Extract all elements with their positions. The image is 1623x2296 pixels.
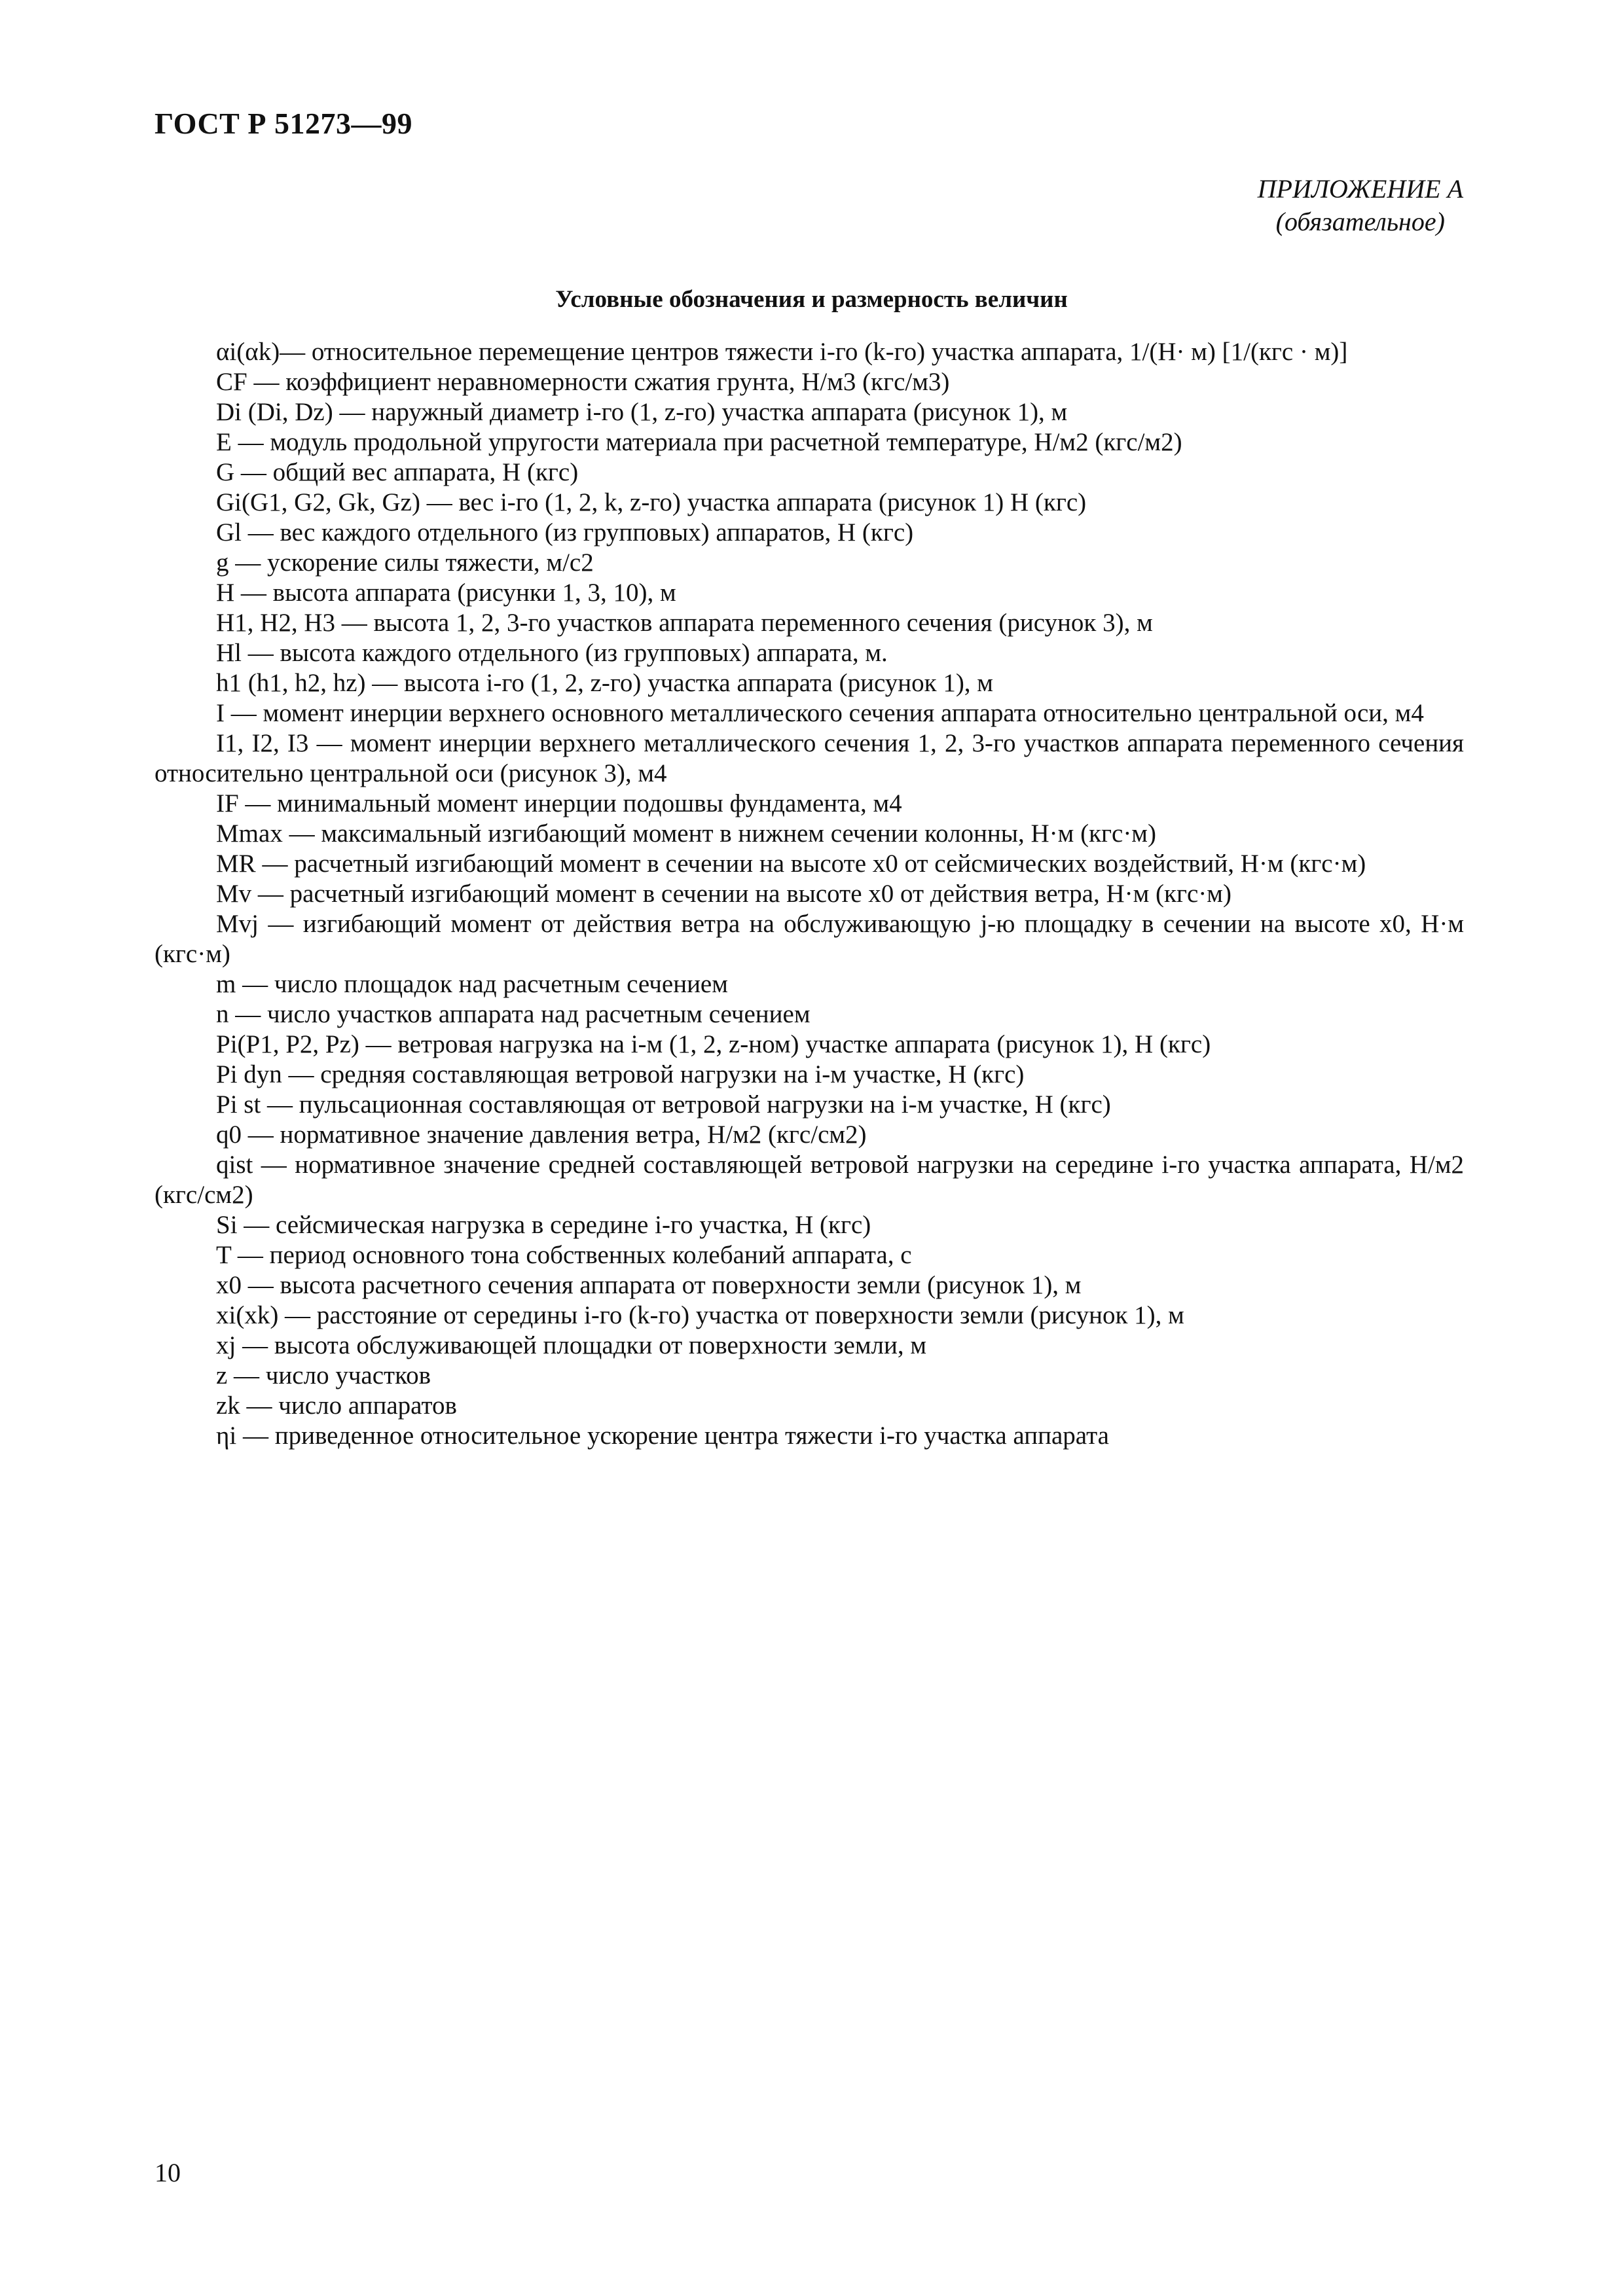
definition-item: Mvj — изгибающий момент от действия ветра на обслуживающую j-ю площадку в сечении на высоте x0, Н·м (кгс·м) bbox=[155, 910, 1464, 968]
definition-item: h1 (h1, h2, hz) — высота i-го (1, 2, z-го) участка аппарата (рисунок 1), м bbox=[216, 669, 993, 697]
section-title: Условные обозначения и размерность величин bbox=[555, 286, 1068, 313]
definition-item: H1, H2, H3 — высота 1, 2, 3-го участков аппарата переменного сечения (рисунок 3), м bbox=[216, 609, 1153, 637]
definition-item: I — момент инерции верхнего основного металлического сечения аппарата относительно центральной оси, м4 bbox=[216, 699, 1424, 727]
definition-item: n — число участков аппарата над расчетным сечением bbox=[216, 1000, 811, 1028]
definition-item: x0 — высота расчетного сечения аппарата от поверхности земли (рисунок 1), м bbox=[216, 1271, 1082, 1299]
definition-item: Mmax — максимальный изгибающий момент в нижнем сечении колонны, Н·м (кгс·м) bbox=[216, 819, 1156, 848]
definition-item: g — ускорение силы тяжести, м/с2 bbox=[216, 548, 594, 577]
definition-item: xj — высота обслуживающей площадки от поверхности земли, м bbox=[216, 1331, 927, 1359]
definition-item: zk — число аппаратов bbox=[216, 1391, 457, 1420]
definition-item: Pi st — пульсационная составляющая от ветровой нагрузки на i-м участке, Н (кгс) bbox=[216, 1090, 1111, 1119]
definition-item: Si — сейсмическая нагрузка в середине i-го участка, Н (кгс) bbox=[216, 1211, 871, 1239]
definition-item: m — число площадок над расчетным сечением bbox=[216, 970, 728, 998]
appendix-status: (обязательное) bbox=[1275, 207, 1445, 236]
definitions-list bbox=[155, 337, 1464, 1451]
page-number: 10 bbox=[155, 2158, 181, 2187]
document-code: ГОСТ Р 51273—99 bbox=[155, 107, 412, 140]
definition-item: T — период основного тона собственных колебаний аппарата, с bbox=[216, 1241, 912, 1269]
definition-item: Hl — высота каждого отдельного (из групповых) аппарата, м. bbox=[216, 639, 888, 667]
definition-item: I1, I2, I3 — момент инерции верхнего металлического сечения 1, 2, 3-го участков аппарата переменного сечения относительно центральной оси (рисунок 3), м4 bbox=[155, 729, 1464, 787]
definition-item: H — высота аппарата (рисунки 1, 3, 10), м bbox=[216, 579, 676, 607]
appendix-label: ПРИЛОЖЕНИЕ А bbox=[1257, 174, 1463, 204]
definition-item: E — модуль продольной упругости материала при расчетной температуре, Н/м2 (кгс/м2) bbox=[216, 428, 1182, 456]
definition-item: Mv — расчетный изгибающий момент в сечении на высоте x0 от действия ветра, Н·м (кгс·м) bbox=[216, 880, 1231, 908]
appendix-heading bbox=[1258, 173, 1463, 238]
definition-item: Pi(P1, P2, Pz) — ветровая нагрузка на i-м (1, 2, z-ном) участке аппарата (рисунок 1), Н (кгс) bbox=[216, 1030, 1211, 1058]
definition-item: CF — коэффициент неравномерности сжатия грунта, Н/м3 (кгс/м3) bbox=[216, 368, 950, 396]
definition-item: Gl — вес каждого отдельного (из групповых) аппаратов, Н (кгс) bbox=[216, 518, 914, 547]
definition-item: ηi — приведенное относительное ускорение центра тяжести i-го участка аппарата bbox=[216, 1422, 1109, 1450]
definition-item: Pi dyn — средняя составляющая ветровой нагрузки на i-м участке, Н (кгс) bbox=[216, 1060, 1025, 1088]
definition-item: IF — минимальный момент инерции подошвы фундамента, м4 bbox=[216, 789, 902, 817]
definition-item: q0 — нормативное значение давления ветра, Н/м2 (кгс/см2) bbox=[216, 1121, 867, 1149]
definition-item: z — число участков bbox=[216, 1361, 431, 1390]
definition-item: xi(xk) — расстояние от середины i-го (k-го) участка от поверхности земли (рисунок 1), м bbox=[216, 1301, 1184, 1329]
definition-item: αi(αk)— относительное перемещение центров тяжести i-го (k-го) участка аппарата, 1/(Н· м) [1/(кгс · м)] bbox=[216, 338, 1348, 366]
definition-item: qist — нормативное значение средней составляющей ветровой нагрузки на середине i-го участка аппарата, Н/м2 (кгс/см2) bbox=[155, 1151, 1464, 1209]
definition-item: G — общий вес аппарата, Н (кгс) bbox=[216, 458, 579, 486]
definition-item: Gi(G1, G2, Gk, Gz) — вес i-го (1, 2, k, z-го) участка аппарата (рисунок 1) Н (кгс) bbox=[216, 488, 1087, 516]
definition-item: Di (Di, Dz) — наружный диаметр i-го (1, z-го) участка аппарата (рисунок 1), м bbox=[216, 398, 1068, 426]
definition-item: MR — расчетный изгибающий момент в сечении на высоте x0 от сейсмических воздействий, Н·м (кгс·м) bbox=[216, 850, 1366, 878]
